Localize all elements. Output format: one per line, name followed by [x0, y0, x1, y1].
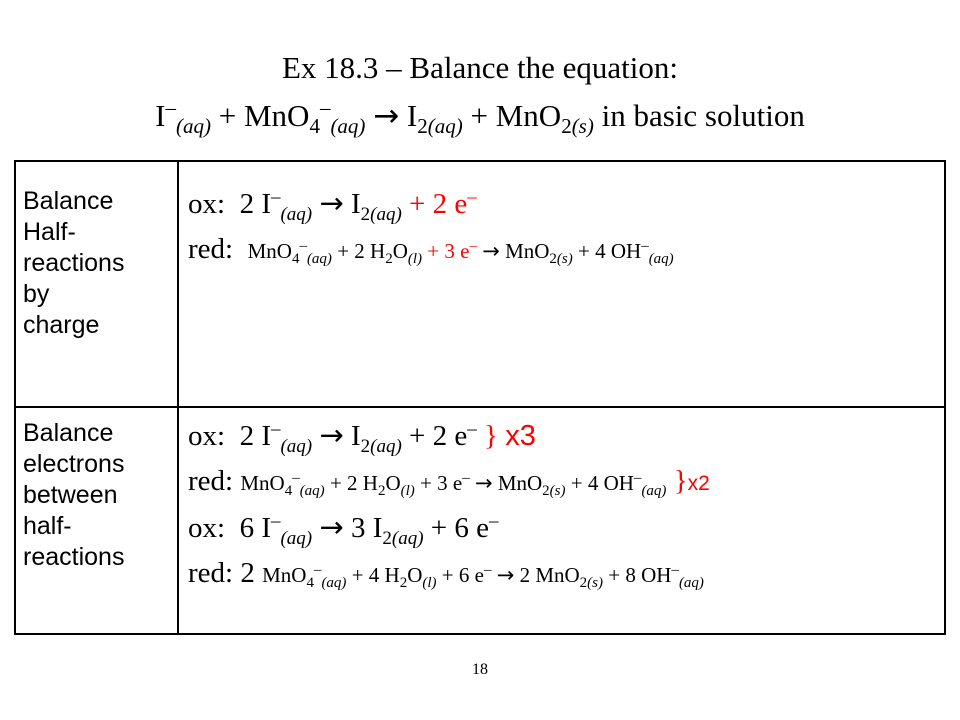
row-label-balance-charge: Balance Half- reactions by charge: [23, 187, 125, 339]
ox-half-reaction-scaled: ox: 6 $I^-_{(aq)} \to 3$ $I_{2(aq)} + 6$ e–: [188, 510, 499, 549]
reaction-arrow-icon: →: [373, 98, 400, 134]
slide-equation: $I^-_{(aq)} + MnO_4^-_{(aq)} \to I_{2(aq)} + MnO_{2(s)}$ in basic solution: [155, 95, 805, 139]
red-half-reaction: red: MnO$_4$–$_{(aq)}$ + 2 $H_2O_{(l)} + 3$ e– → MnO$_{2(s)}$ + 4 $OH^-_{(aq)}$: [188, 233, 674, 268]
slide-title: Ex 18.3 – Balance the equation:: [282, 50, 678, 85]
row-divider: [16, 406, 944, 408]
red-half-reaction-scaled: red: 2 MnO$_4$–$_{(aq)}$ + 4 $H_2O_{(l)} + 6$ e– → 2 MnO$_{2(s)}$ + 8 $OH^-_{(aq)}$: [188, 557, 704, 592]
multiplier-x3: x3: [505, 420, 536, 452]
red-half-reaction-multiplier: red: MnO$_4$–$_{(aq)}$ + 2 $H_2O_{(l)} + 3$ e– → MnO$_{2(s)}$ + 4 $OH^-_{(aq)}$ }x2: [188, 465, 710, 500]
ox-half-reaction: ox: 2 $I^-_{(aq)} \to I_{2(aq)} + 2$ e–: [188, 186, 477, 225]
ox-half-reaction-multiplier: ox: 2 $I^-_{(aq)} \to I_{2(aq)} + 2$ e– } x3: [188, 418, 536, 457]
page-number: 18: [472, 661, 488, 678]
multiplier-x2: x2: [687, 472, 710, 495]
column-divider: [177, 162, 179, 633]
row-label-balance-electrons: Balance electrons between half- reactions: [23, 419, 125, 571]
steps-table: [14, 160, 946, 635]
